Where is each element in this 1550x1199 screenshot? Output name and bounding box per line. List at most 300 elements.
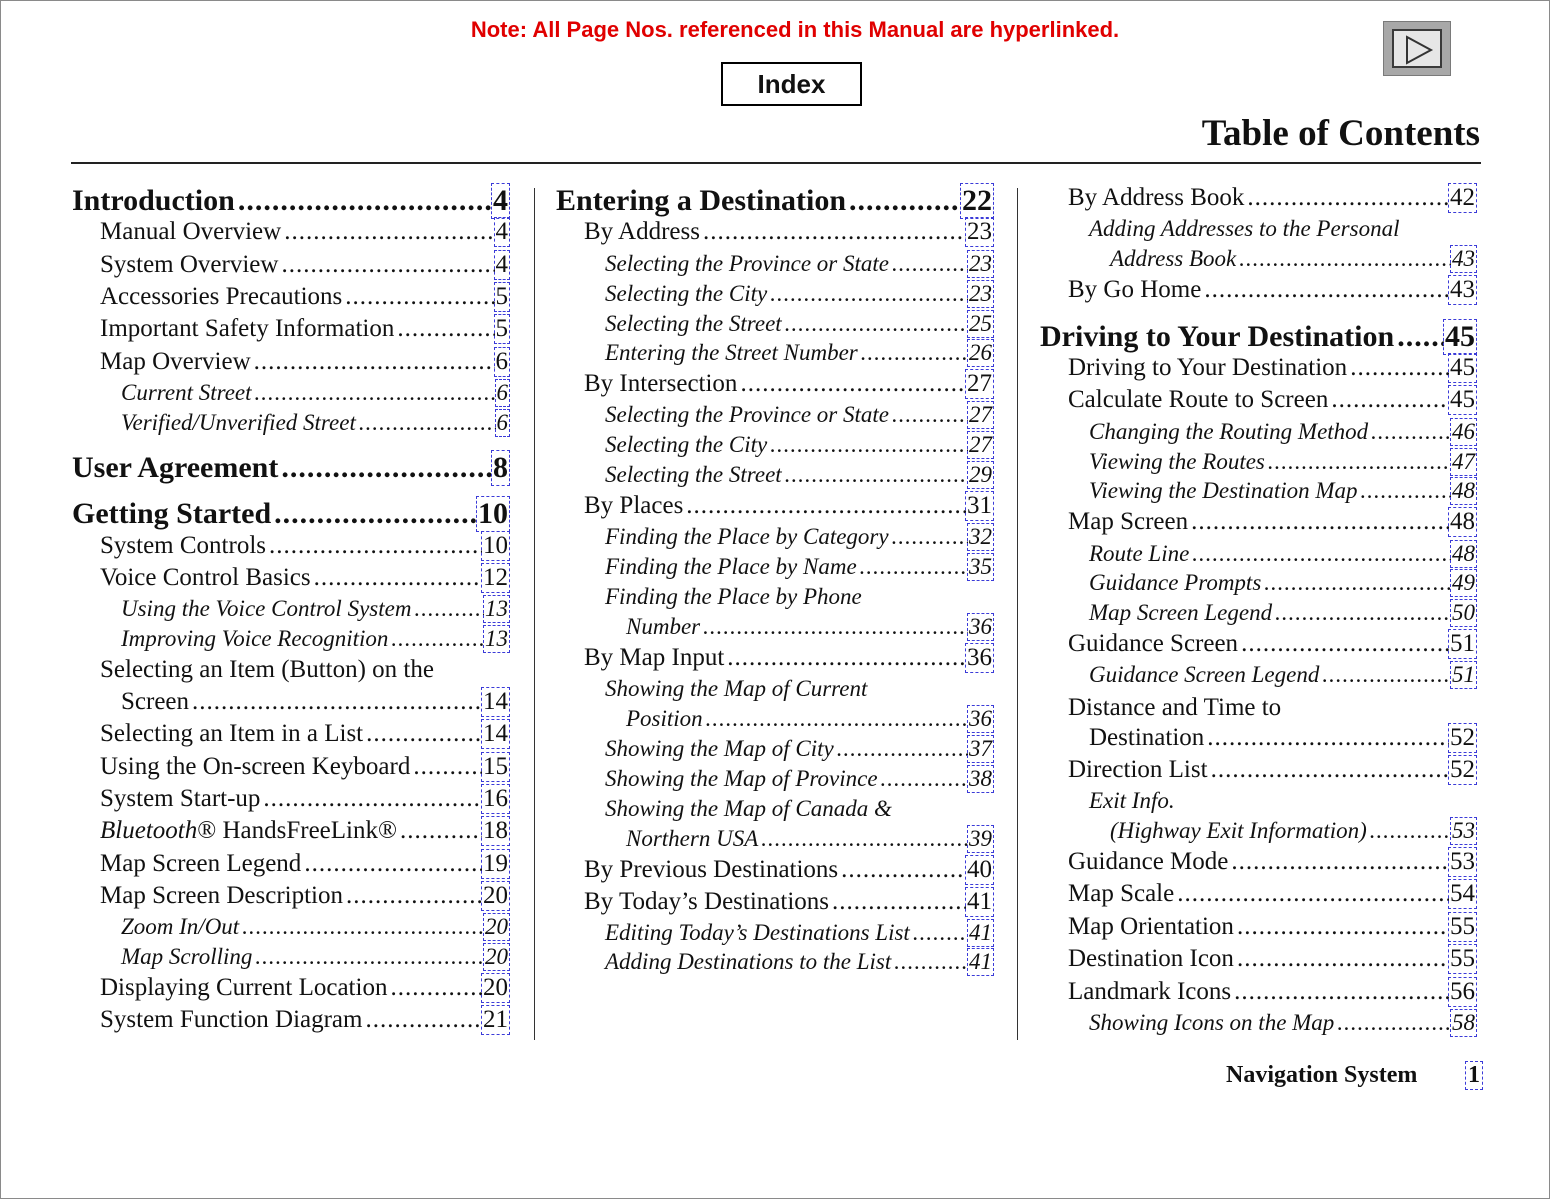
toc-entry-title: Map Screen Legend — [1089, 600, 1273, 625]
page-number-link[interactable]: 31 — [967, 492, 992, 519]
page-number-link[interactable]: 6 — [496, 380, 508, 405]
toc-entry-title: Map Scrolling — [121, 944, 253, 969]
page-number-link[interactable]: 52 — [1450, 756, 1475, 783]
page-number-link[interactable]: 27 — [967, 370, 992, 397]
toc-entry-title: Finding the Place by Category — [605, 524, 889, 549]
toc-entry-title: Getting Started — [72, 497, 272, 530]
toc-entry[interactable] — [100, 850, 509, 878]
page-number-link[interactable]: 19 — [483, 850, 508, 877]
dot-leader — [284, 218, 494, 246]
toc-entry[interactable] — [1040, 320, 1476, 354]
dot-leader — [269, 532, 482, 560]
toc-entry[interactable] — [605, 311, 993, 337]
dot-leader — [281, 251, 494, 279]
toc-entry-title: Finding the Place by Phone — [605, 584, 862, 609]
toc-entry-continuation[interactable] — [626, 614, 993, 640]
toc-entry-title: Selecting the City — [605, 281, 768, 306]
toc-entry-title: By Address — [584, 218, 700, 245]
toc-entry[interactable] — [1068, 386, 1476, 414]
toc-entry-title: Guidance Screen Legend — [1089, 662, 1320, 687]
toc-entry[interactable] — [1068, 694, 1476, 722]
page-number-link[interactable]: 23 — [969, 281, 992, 306]
play-arrow-icon — [1392, 29, 1442, 68]
page-number-link[interactable]: 41 — [969, 920, 992, 945]
toc-entry[interactable] — [605, 554, 993, 580]
page-number-link[interactable]: 48 — [1452, 478, 1475, 503]
toc-entry[interactable] — [121, 380, 509, 406]
toc-entry-title: Verified/Unverified Street — [121, 410, 356, 435]
dot-leader — [238, 184, 492, 218]
dot-leader — [785, 462, 968, 488]
toc-entry[interactable] — [605, 402, 993, 428]
dot-leader — [366, 720, 482, 748]
dot-leader — [400, 817, 482, 845]
dot-leader — [1239, 246, 1451, 272]
next-page-button[interactable] — [1383, 21, 1451, 76]
page-number-link[interactable]: 15 — [483, 753, 508, 780]
page-number-link[interactable]: 8 — [493, 451, 508, 484]
toc-entry-title: Viewing the Routes — [1089, 449, 1265, 474]
toc-entry-title: Distance and Time to — [1068, 694, 1282, 721]
page-number-link[interactable]: 20 — [485, 914, 508, 939]
toc-entry-title: Selecting an Item (Button) on the — [100, 656, 434, 683]
dot-leader — [242, 914, 484, 940]
toc-entry-title: Guidance Mode — [1068, 848, 1229, 875]
toc-entry-title: Selecting the Province or State — [605, 402, 889, 427]
toc-entry[interactable] — [1068, 276, 1476, 304]
toc-entry[interactable] — [100, 785, 509, 813]
dot-leader — [281, 451, 492, 485]
page-number-link[interactable]: 53 — [1450, 848, 1475, 875]
page-number-link[interactable]: 16 — [483, 785, 508, 812]
toc-entry-title: Entering the Street Number — [605, 340, 858, 365]
page-number-link[interactable]: 32 — [969, 524, 992, 549]
dot-leader — [304, 850, 482, 878]
page-number-link[interactable]: 49 — [1452, 570, 1475, 595]
page-number-link[interactable]: 13 — [485, 626, 508, 651]
toc-entry[interactable] — [605, 766, 993, 792]
dot-leader — [192, 688, 482, 716]
toc-entry-title: Changing the Routing Method — [1089, 419, 1369, 444]
dot-leader — [1207, 724, 1449, 752]
dot-leader — [255, 944, 484, 970]
toc-entry[interactable] — [72, 451, 509, 485]
dot-leader — [314, 564, 482, 592]
toc-entry-title: Map Screen — [1068, 508, 1189, 535]
dot-leader — [390, 974, 482, 1002]
page-number-link[interactable]: 50 — [1452, 600, 1475, 625]
toc-entry[interactable] — [100, 564, 509, 592]
toc-entry-title: Driving to Your Destination — [1040, 320, 1395, 353]
toc-entry[interactable] — [584, 218, 993, 246]
toc-entry-title: System Overview — [100, 251, 279, 278]
toc-entry[interactable] — [100, 1006, 509, 1034]
toc-entry[interactable] — [605, 736, 993, 762]
toc-entry-title: Showing Icons on the Map — [1089, 1010, 1335, 1035]
page-number-link[interactable]: 45 — [1450, 386, 1475, 413]
toc-entry[interactable] — [100, 656, 509, 684]
toc-entry-title-continued: Destination — [1089, 724, 1205, 751]
toc-entry[interactable] — [100, 817, 509, 845]
dot-leader — [1264, 570, 1451, 596]
dot-leader — [413, 753, 482, 781]
toc-entry-title: Showing the Map of Province — [605, 766, 878, 791]
toc-entry[interactable] — [1089, 788, 1476, 814]
dot-leader — [391, 626, 484, 652]
page-number-link[interactable]: 5 — [495, 283, 508, 310]
toc-entry-title: Map Screen Legend — [100, 850, 302, 877]
page-number-link[interactable]: 43 — [1450, 276, 1475, 303]
toc-entry-title-continued: (Highway Exit Information) — [1110, 818, 1367, 843]
page-number-link[interactable]: 58 — [1452, 1010, 1475, 1035]
toc-entry[interactable] — [605, 524, 993, 550]
dot-leader — [1331, 386, 1449, 414]
column-divider — [1017, 188, 1018, 1040]
page-number-link[interactable]: 39 — [969, 826, 992, 851]
toc-entry[interactable] — [605, 676, 993, 702]
page-number-link[interactable]: 13 — [485, 596, 508, 621]
toc-entry-continuation[interactable] — [1089, 724, 1476, 752]
toc-entry-title: Displaying Current Location — [100, 974, 388, 1001]
page-number-link[interactable]: 14 — [483, 720, 508, 747]
page-number-link[interactable]: 23 — [967, 218, 992, 245]
dot-leader — [1177, 880, 1449, 908]
toc-entry[interactable] — [100, 218, 509, 246]
dot-leader — [414, 596, 484, 622]
toc-entry[interactable] — [1089, 662, 1476, 688]
dot-leader — [686, 492, 966, 520]
toc-entry[interactable] — [584, 644, 993, 672]
toc-entry-title: Map Scale — [1068, 880, 1175, 907]
page-number-link[interactable]: 29 — [969, 462, 992, 487]
page-number-link[interactable]: 55 — [1450, 945, 1475, 972]
toc-entry[interactable] — [100, 882, 509, 910]
page-number-link[interactable]: 45 — [1450, 354, 1475, 381]
dot-leader — [1237, 945, 1449, 973]
page-number-link[interactable]: 41 — [967, 888, 992, 915]
toc-entry-title: Accessories Precautions — [100, 283, 343, 310]
dot-leader — [913, 920, 968, 946]
toc-entry[interactable] — [1089, 600, 1476, 626]
dot-leader — [1275, 600, 1451, 626]
page-number-link[interactable]: 48 — [1450, 508, 1475, 535]
toc-entry[interactable] — [100, 251, 509, 279]
page-number-link[interactable]: 20 — [483, 882, 508, 909]
toc-entry-title: By Address Book — [1068, 184, 1245, 211]
toc-entry-title: Driving to Your Destination — [1068, 354, 1348, 381]
toc-entry[interactable] — [605, 949, 993, 975]
toc-entry[interactable] — [1089, 541, 1476, 567]
toc-entry[interactable] — [121, 596, 509, 622]
toc-entry-title: Adding Destinations to the List — [605, 949, 892, 974]
toc-entry-title: Introduction — [72, 184, 235, 217]
page-number-link[interactable]: 4 — [495, 218, 508, 245]
dot-leader — [1234, 978, 1449, 1006]
toc-entry-title: Selecting the Province or State — [605, 251, 889, 276]
toc-entry[interactable] — [605, 462, 993, 488]
dot-leader — [255, 380, 496, 406]
page-number-link[interactable]: 22 — [962, 184, 992, 217]
toc-entry[interactable] — [121, 626, 509, 652]
page-number-link[interactable]: 56 — [1450, 978, 1475, 1005]
page-number-link[interactable]: 14 — [483, 688, 508, 715]
toc-entry-title: By Go Home — [1068, 276, 1202, 303]
dot-leader — [1350, 354, 1449, 382]
page-number-link[interactable]: 37 — [969, 736, 992, 761]
page-number-link[interactable]: 12 — [483, 564, 508, 591]
page-number-link[interactable]: 38 — [969, 766, 992, 791]
dot-leader — [1211, 756, 1449, 784]
toc-entry-title-continued: Position — [626, 706, 703, 731]
toc-entry[interactable] — [584, 856, 993, 884]
toc-entry-title: By Places — [584, 492, 684, 519]
dot-leader — [740, 370, 966, 398]
toc-entry-title-rest: ® HandsFreeLink® — [197, 817, 397, 844]
toc-entry[interactable] — [584, 370, 993, 398]
toc-entry[interactable] — [1068, 880, 1476, 908]
toc-entry[interactable] — [584, 492, 993, 520]
dot-leader — [703, 218, 966, 246]
page-number-link[interactable]: 52 — [1450, 724, 1475, 751]
dot-leader — [1337, 1010, 1451, 1036]
page-number-link[interactable]: 41 — [969, 949, 992, 974]
title-rule — [71, 162, 1481, 164]
page-number-link[interactable]: 20 — [483, 974, 508, 1001]
toc-entry[interactable] — [72, 497, 509, 531]
page-number-link[interactable]: 54 — [1450, 880, 1475, 907]
toc-entry-title: Selecting the City — [605, 432, 768, 457]
toc-entry-title: Showing the Map of City — [605, 736, 834, 761]
toc-entry[interactable] — [605, 251, 993, 277]
page-number-link[interactable]: 55 — [1450, 913, 1475, 940]
toc-entry-title: Finding the Place by Name — [605, 554, 857, 579]
dot-leader — [832, 888, 966, 916]
toc-entry-title: Map Screen Description — [100, 882, 343, 909]
toc-entry-title: Guidance Prompts — [1089, 570, 1262, 595]
page-number-link[interactable]: 51 — [1452, 662, 1475, 687]
toc-entry-title: Landmark Icons — [1068, 978, 1232, 1005]
toc-entry[interactable] — [605, 281, 993, 307]
toc-entry-title: Showing the Map of Canada & — [605, 796, 892, 821]
toc-entry-continuation[interactable] — [626, 826, 993, 852]
toc-entry[interactable] — [1068, 354, 1476, 382]
toc-entry[interactable] — [72, 184, 509, 218]
toc-entry[interactable] — [556, 184, 993, 218]
dot-leader — [892, 251, 968, 277]
toc-entry-title: System Start-up — [100, 785, 261, 812]
toc-entry[interactable] — [1068, 756, 1476, 784]
toc-entry[interactable] — [1089, 216, 1476, 242]
toc-entry[interactable] — [605, 584, 993, 610]
toc-entry[interactable] — [1068, 630, 1476, 658]
dot-leader — [274, 497, 477, 531]
toc-entry[interactable] — [1089, 1010, 1476, 1036]
page-number-link[interactable]: 20 — [485, 944, 508, 969]
toc-entry-title — [100, 817, 397, 845]
toc-entry-title: Route Line — [1089, 541, 1190, 566]
toc-entry-title: Selecting the Street — [605, 311, 782, 336]
hyperlink-note: Note: All Page Nos. referenced in this Manual are hyperlinked. — [470, 17, 1120, 42]
dot-leader — [345, 283, 494, 311]
footer-label: Navigation System — [1226, 1062, 1418, 1088]
toc-entry[interactable] — [1068, 184, 1476, 212]
toc-entry-title: Selecting the Street — [605, 462, 782, 487]
dot-leader — [254, 348, 495, 376]
toc-entry[interactable] — [605, 340, 993, 366]
toc-entry-title: Adding Addresses to the Personal — [1089, 216, 1400, 241]
toc-entry[interactable] — [1068, 978, 1476, 1006]
page-number-link[interactable]: 35 — [969, 554, 992, 579]
toc-entry-title-continued: Northern USA — [626, 826, 759, 851]
toc-entry[interactable] — [1089, 449, 1476, 475]
toc-entry-continuation[interactable] — [1110, 246, 1476, 272]
toc-entry[interactable] — [100, 348, 509, 376]
dot-leader — [1204, 276, 1449, 304]
toc-entry[interactable] — [121, 410, 509, 436]
toc-entry-title: System Controls — [100, 532, 266, 559]
toc-entry[interactable] — [1068, 508, 1476, 536]
page-number-link[interactable]: 53 — [1452, 818, 1475, 843]
dot-leader — [1191, 508, 1449, 536]
page-number-link[interactable]: 47 — [1452, 449, 1475, 474]
dot-leader — [860, 554, 968, 580]
page-number-link[interactable]: 25 — [969, 311, 992, 336]
dot-leader — [1241, 630, 1449, 658]
toc-entry-title: Editing Today’s Destinations List — [605, 920, 910, 945]
toc-entry[interactable] — [1068, 945, 1476, 973]
toc-entry[interactable] — [121, 944, 509, 970]
dot-leader — [727, 644, 966, 672]
page-number-link[interactable]: 46 — [1452, 419, 1475, 444]
dot-leader — [761, 826, 968, 852]
toc-entry[interactable] — [100, 283, 509, 311]
dot-leader — [770, 432, 968, 458]
page-number-link[interactable]: 18 — [483, 817, 508, 844]
page-number-link[interactable]: 45 — [1445, 320, 1475, 353]
toc-entry-title: Showing the Map of Current — [605, 676, 868, 701]
toc-entry-title: Guidance Screen — [1068, 630, 1239, 657]
page-number-link[interactable]: 42 — [1450, 184, 1475, 211]
index-button[interactable]: Index — [721, 62, 862, 106]
dot-leader — [837, 736, 968, 762]
toc-entry-title: Zoom In/Out — [121, 914, 240, 939]
column-divider — [534, 188, 535, 1040]
toc-entry-title: By Today’s Destinations — [584, 888, 830, 915]
toc-entry-title: Map Overview — [100, 348, 251, 375]
toc-entry-title: Current Street — [121, 380, 252, 405]
toc-entry-title: Voice Control Basics — [100, 564, 311, 591]
toc-entry[interactable] — [1089, 478, 1476, 504]
dot-leader — [841, 856, 966, 884]
toc-entry-title: Manual Overview — [100, 218, 282, 245]
dot-leader — [1322, 662, 1451, 688]
page-number-link[interactable]: 27 — [969, 432, 992, 457]
toc-entry-title: Using the Voice Control System — [121, 596, 412, 621]
dot-leader — [770, 281, 968, 307]
page-number-link[interactable]: 27 — [969, 402, 992, 427]
page-number-link[interactable]: 6 — [496, 410, 508, 435]
dot-leader — [397, 315, 494, 343]
toc-entry-title-italic: Bluetooth — [100, 817, 198, 844]
toc-entry[interactable] — [1068, 848, 1476, 876]
dot-leader — [1361, 478, 1451, 504]
toc-entry-continuation[interactable] — [121, 688, 509, 716]
dot-leader — [849, 184, 961, 218]
toc-entry-title: Calculate Route to Screen — [1068, 386, 1329, 413]
toc-entry[interactable] — [121, 914, 509, 940]
toc-entry-title: System Function Diagram — [100, 1006, 363, 1033]
dot-leader — [263, 785, 482, 813]
page-number-link[interactable]: 36 — [969, 614, 992, 639]
page-number-link[interactable]: 51 — [1450, 630, 1475, 657]
toc-entry-title: User Agreement — [72, 451, 279, 484]
page-number-link[interactable]: 10 — [478, 497, 508, 530]
toc-entry-title: Exit Info. — [1089, 788, 1175, 813]
dot-leader — [1237, 913, 1449, 941]
page-number-link[interactable]: 36 — [969, 706, 992, 731]
dot-leader — [894, 949, 968, 975]
toc-entry[interactable] — [1089, 419, 1476, 445]
page-number-link[interactable]: 43 — [1452, 246, 1475, 271]
page-number-link[interactable]: 4 — [495, 251, 508, 278]
dot-leader — [1370, 818, 1451, 844]
page-number-link[interactable]: 40 — [967, 856, 992, 883]
page-number-link[interactable]: 4 — [493, 184, 508, 217]
toc-entry-title: Important Safety Information — [100, 315, 395, 342]
toc-entry[interactable] — [605, 432, 993, 458]
page-number-link[interactable]: 10 — [483, 532, 508, 559]
toc-entry-title: By Map Input — [584, 644, 725, 671]
toc-entry[interactable] — [605, 920, 993, 946]
footer-page-number[interactable]: 1 — [1468, 1062, 1480, 1088]
dot-leader — [892, 402, 968, 428]
toc-entry[interactable] — [1068, 913, 1476, 941]
dot-leader — [1192, 541, 1451, 567]
page-number-link[interactable]: 48 — [1452, 541, 1475, 566]
dot-leader — [1397, 320, 1444, 354]
toc-entry[interactable] — [100, 532, 509, 560]
toc-entry-title: Improving Voice Recognition — [121, 626, 389, 651]
toc-entry-continuation[interactable] — [626, 706, 993, 732]
toc-entry-continuation[interactable] — [1110, 818, 1476, 844]
dot-leader — [365, 1006, 482, 1034]
dot-leader — [1268, 449, 1451, 475]
dot-leader — [1371, 419, 1451, 445]
toc-entry[interactable] — [100, 315, 509, 343]
page-title: Table of Contents — [1201, 113, 1480, 154]
dot-leader — [861, 340, 968, 366]
page-number-link[interactable]: 26 — [969, 340, 992, 365]
dot-leader — [703, 614, 968, 640]
toc-entry[interactable] — [605, 796, 993, 822]
toc-entry[interactable] — [584, 888, 993, 916]
page-number-link[interactable]: 36 — [967, 644, 992, 671]
dot-leader — [892, 524, 968, 550]
dot-leader — [346, 882, 482, 910]
toc-entry[interactable] — [100, 720, 509, 748]
page-number-link[interactable]: 5 — [495, 315, 508, 342]
page-number-link[interactable]: 6 — [495, 348, 508, 375]
toc-entry-title: Using the On-screen Keyboard — [100, 753, 411, 780]
toc-entry[interactable] — [100, 753, 509, 781]
toc-entry[interactable] — [1089, 570, 1476, 596]
page-number-link[interactable]: 21 — [483, 1006, 508, 1033]
toc-entry-title: By Previous Destinations — [584, 856, 839, 883]
page-number-link[interactable]: 23 — [969, 251, 992, 276]
toc-entry-title: Entering a Destination — [556, 184, 847, 217]
toc-entry-title: Viewing the Destination Map — [1089, 478, 1358, 503]
toc-entry[interactable] — [100, 974, 509, 1002]
